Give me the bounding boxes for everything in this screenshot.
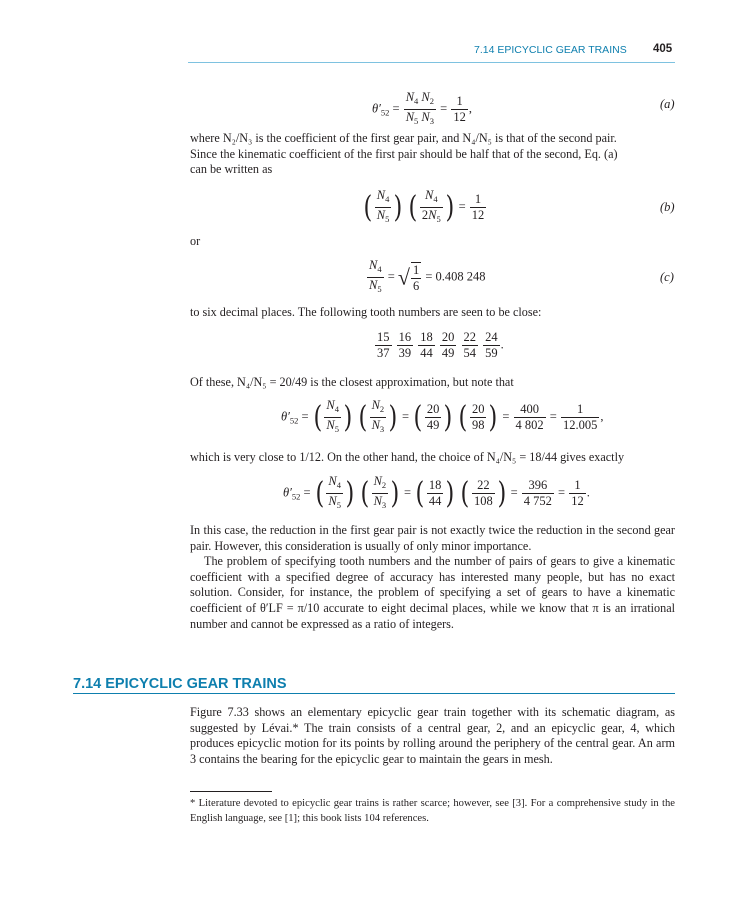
equation-c-value: = 0.408 248 [425, 269, 486, 284]
equation-20-49: $\theta'_{52}$ = ( $\frac{N_4}{N_5}$ ) ( $\frac{N_2}{N_3}$ ) = ( $\frac{20}{49}$ ) ( $\frac{20}{98}$ ) = $\frac{400}{4 802}$ = $\frac{1}{12.005}$ , [281, 398, 604, 435]
tooth-number-list: $\frac{15}{37}$ $\frac{16}{39}$ $\frac{18}{44}$ $\frac{20}{49}$ $\frac{22}{54}$ $\frac{24}{59}$ . [377, 330, 504, 360]
paragraph-1 [190, 131, 675, 178]
tooth-num: 24 [485, 330, 498, 344]
paragraph-7 [190, 705, 675, 767]
footnote: * Literature devoted to epicyclic gear trains is rather scarce; however, see [3]. For a comprehensive study in the English language, see [1]; this book lists 104 references. [190, 798, 675, 824]
tooth-num: 16 [398, 330, 412, 344]
p7-text: Figure 7.33 shows an elementary epicyclic gear train together with its schematic diagram, as suggested by Lévai.* The train consists of a central gear, 2, and an epicyclic gear, 4, which produces epicyclic motion for its points by rolling around the periphery of the central gear. An arm 3 contains the bearing for the epicyclic gear to maintain the gears in mesh. [190, 705, 675, 766]
page-number: 405 [653, 43, 673, 55]
footnote-rule [190, 791, 272, 792]
paragraph-4 [190, 450, 675, 466]
p5-text: In this case, the reduction in the first gear pair is not exactly twice the reduction in the second gear pair. However, this consideration is usually of only minor importance. [190, 523, 675, 553]
or-word: or [190, 234, 201, 248]
equation-18-44: $\theta'_{52}$ = ( $\frac{N_4}{N_5}$ ) ( $\frac{N_2}{N_3}$ ) = ( $\frac{18}{44}$ ) ( $\frac{22}{108}$ ) = $\frac{396}{4 752}$ = $\frac{1}{12}$ . [283, 474, 590, 511]
p4-text: which is very close to 1/12. On the other hand, the choice of N₄/N₅ = 18/44 gives exactly [190, 450, 625, 464]
tooth-den: 49 [441, 346, 455, 360]
p1-line3: can be written as [190, 162, 273, 177]
paragraph-2 [190, 305, 675, 321]
equation-c: $\frac{N_4}{N_5}$ = √ $\frac{1}{6}$ = 0.408 248 [369, 258, 486, 294]
tooth-den: 39 [398, 346, 412, 360]
equation-c-label: (c) [660, 270, 674, 284]
running-header-title: 7.14 EPICYCLIC GEAR TRAINS [474, 44, 627, 56]
tooth-den: 44 [420, 346, 433, 360]
p2-text: to six decimal places. The following tooth numbers are seen to be close: [190, 305, 542, 319]
header-rule [188, 62, 675, 63]
section-heading: 7.14 EPICYCLIC GEAR TRAINS [73, 676, 287, 692]
paragraph-3 [190, 375, 675, 391]
tooth-num: 18 [420, 330, 433, 344]
tooth-den: 59 [485, 346, 498, 360]
equation-b: ( $\frac{N_4}{N_5}$ ) ( $\frac{N_4}{2N_5}$ ) = $\frac{1}{12}$ [363, 188, 485, 225]
tooth-num: 22 [463, 330, 476, 344]
equation-a-label: (a) [660, 97, 675, 111]
tooth-den: 54 [463, 346, 476, 360]
section-rule [73, 693, 675, 694]
tooth-num: 20 [441, 330, 455, 344]
tooth-num: 15 [377, 330, 390, 344]
p3-text: Of these, N₄/N₅ = 20/49 is the closest approximation, but note that [190, 375, 514, 389]
p1-line1: where N₂/N₃ is the coefficient of the first gear pair, and N₄/N₅ is that of the second pair. [190, 131, 617, 145]
equation-a: $\theta'_{52}$ = $\frac{N_4 N_2}{N_5 N_3}$ = $\frac{1}{12}$ , [372, 90, 472, 126]
paragraph-5-6 [190, 523, 675, 632]
p6-text: The problem of specifying tooth numbers and the number of pairs of gears to give a kinematic coefficient with a specified degree of accuracy has interested many people, but has no exact solution. Consider, for instance, the problem of specifying a set of gears to have a kinematic coefficient of θ′LF = π/10 accurate to eight decimal places, while we know that π is an irrational number and cannot be expressed as a ratio of integers. [190, 554, 675, 631]
tooth-den: 37 [377, 346, 390, 360]
equation-b-label: (b) [660, 200, 675, 214]
p1-line2: Since the kinematic coefficient of the first pair should be half that of the second, Eq. (a) [190, 146, 618, 161]
